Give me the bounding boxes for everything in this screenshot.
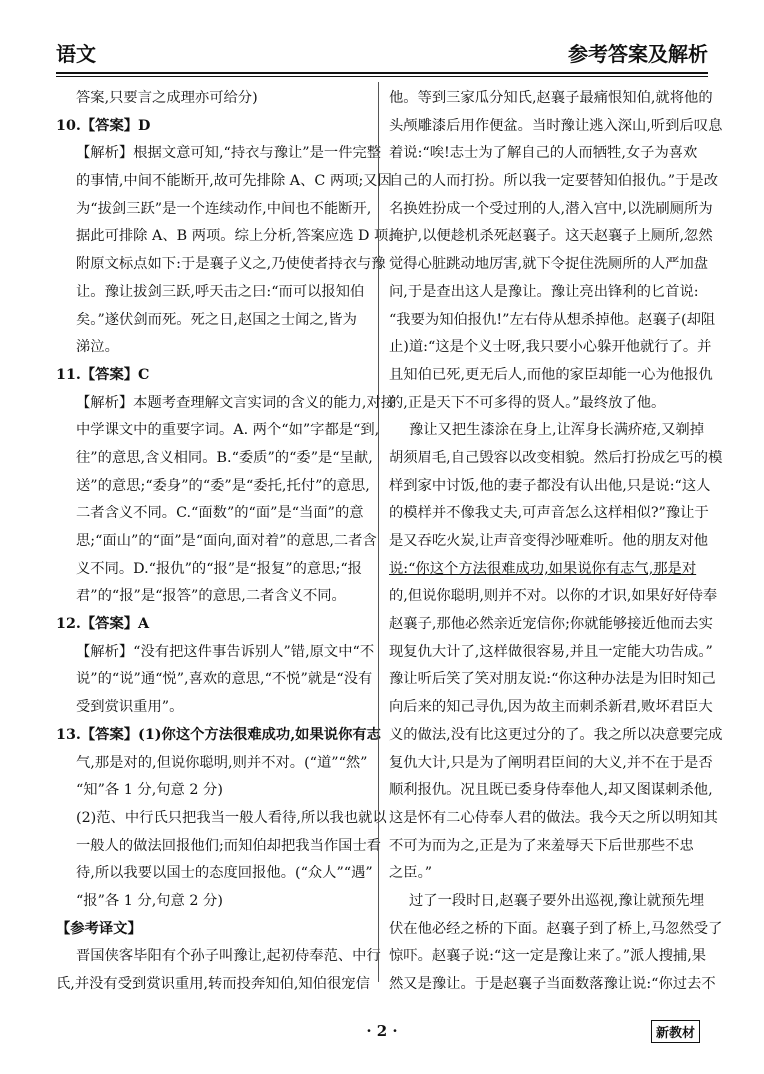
text-line: 【解析】“没有把这件事告诉别人”错,原文中“不: [76, 643, 375, 660]
header-rule-thick: [56, 72, 708, 74]
header-title: 参考答案及解析: [568, 42, 708, 66]
text-line: 气,那是对的,但说你聪明,则并不对。(“道”“然”: [76, 754, 368, 771]
text-line: 他。等到三家瓜分知氏,赵襄子最痛恨知伯,就将他的: [389, 90, 713, 106]
text-line: 【解析】本题考查理解文言实词的含义的能力,对接: [76, 394, 396, 411]
text-line: 君”的“报”是“报答”的意思,二者含义不同。: [76, 588, 346, 605]
text-line: 这是怀有二心侍奉人君的做法。我今天之所以明知其: [389, 809, 718, 826]
text-line: 的,正是天下不可多得的贤人。”最终放了他。: [389, 394, 666, 411]
text-line: 的模样并不像我丈夫,可声音怎么这样相似?”豫让于: [389, 505, 709, 522]
text-line: 12.【答案】A: [56, 616, 150, 633]
text-line: 【参考译文】: [56, 920, 142, 937]
text-line: 说:“你这个方法很难成功,如果说你有志气,那是对: [389, 560, 697, 577]
text-line: 豫让又把生漆涂在身上,让浑身长满疥疮,又剃掉: [409, 422, 705, 439]
text-line: 问,于是查出这人是豫让。豫让亮出锋利的匕首说:: [389, 283, 699, 300]
text-line: 晋国侠客毕阳有个孙子叫豫让,起初侍奉范、中行: [76, 948, 381, 965]
text-line: 不可为而为之,正是为了来羞辱天下后世那些不忠: [389, 837, 694, 854]
text-line: “知”各 1 分,句意 2 分): [76, 782, 223, 799]
text-line: 往”的意思,含义相同。B.“委质”的“委”是“呈献,: [76, 449, 373, 466]
text-line: 氏,并没有受到赏识重用,转而投奔知伯,知伯很宠信: [56, 976, 370, 992]
text-line: 矣。”遂伏剑而死。死之日,赵国之士闻之,皆为: [76, 311, 357, 328]
text-line: 答案,只要言之成理亦可给分): [76, 90, 258, 106]
text-line: 是又吞吃火炭,让声音变得沙哑难听。他的朋友对他: [389, 533, 709, 549]
text-line: 豫让听后笑了笑对朋友说:“你这种办法是为旧时知己: [389, 671, 716, 688]
text-line: 觉得心脏跳动地厉害,就下令捉住洗厕所的人严加盘: [389, 256, 709, 273]
left-column: [56, 85, 403, 999]
text-line: 名换姓扮成一个受过刑的人,潜入宫中,以洗刷厕所为: [389, 200, 713, 217]
text-line: 向后来的知己寻仇,因为故主而刺杀新君,败坏君臣大: [389, 699, 713, 716]
text-line: 说”的“说”通“悦”,喜欢的意思,“不悦”就是“没有: [76, 671, 373, 688]
text-line: 11.【答案】C: [56, 366, 150, 383]
text-line: 复仇大计,只是为了阐明君臣间的大义,并不在于是否: [389, 754, 713, 771]
text-line: 头颅雕漆后用作便盆。当时豫让逃入深山,听到后叹息: [389, 117, 723, 134]
text-line: 伏在他必经之桥的下面。赵襄子到了桥上,马忽然受了: [389, 920, 723, 937]
text-line: 义不同。D.“报仇”的“报”是“报复”的意思;“报: [76, 560, 362, 577]
text-line: 中学课文中的重要字词。A. 两个“如”字都是“到,: [76, 422, 380, 439]
right-column: [389, 85, 723, 999]
text-line: 让。豫让拔剑三跃,呼天击之曰:“而可以报知伯: [76, 283, 365, 300]
text-line: “报”各 1 分,句意 2 分): [76, 892, 223, 909]
text-line: 样到家中讨饭,他的妻子都没有认出他,只是说:“这人: [389, 477, 711, 494]
text-line: 的,但说你聪明,则并不对。以你的才识,如果好好侍奉: [389, 588, 718, 605]
text-line: 据此可排除 A、B 两项。综上分析,答案应选 D 项。: [76, 228, 403, 245]
text-line: 赵襄子,那他必然亲近宠信你;你就能够接近他而去实: [389, 616, 713, 633]
text-line: 送”的意思;“委身”的“委”是“委托,托付”的意思,: [76, 477, 370, 494]
text-line: 之臣。”: [389, 865, 433, 882]
column-divider: [378, 82, 379, 982]
text-line: 自己的人而打扮。所以我一定要替知伯报仇。”于是改: [389, 173, 718, 190]
text-line: 附原文标点如下:于是襄子义之,乃使使者持衣与豫: [76, 256, 386, 273]
text-line: 顺利报仇。况且既已委身侍奉他人,却又图谋刺杀他,: [389, 782, 713, 799]
text-line: 掩护,以便趁机杀死赵襄子。这天赵襄子上厕所,忽然: [389, 228, 713, 245]
text-line: 的事情,中间不能断开,故可先排除 A、C 两项;又因: [76, 173, 392, 190]
text-line: 惊吓。赵襄子说:“这一定是豫让来了。”派人搜捕,果: [389, 948, 707, 965]
text-line: 二者含义不同。C.“面数”的“面”是“当面”的意: [76, 505, 364, 522]
text-line: 胡须眉毛,自己毁容以改变相貌。然后打扮成乞丐的模: [389, 449, 723, 466]
text-line: 为“拔剑三跃”是一个连续动作,中间也不能断开,: [76, 200, 372, 217]
text-line: 10.【答案】D: [56, 117, 151, 134]
text-line: 涕泣。: [76, 339, 119, 356]
text-line: 现复仇大计了,这样做很容易,并且一定能大功告成。”: [389, 643, 713, 660]
page-header: [56, 20, 708, 70]
text-line: 受到赏识重用”。: [76, 699, 184, 716]
text-line: 然又是豫让。于是赵襄子当面数落豫让说:“你过去不: [389, 976, 716, 992]
text-line: 止)道:“这是个义士呀,我只要小心躲开他就行了。并: [389, 339, 712, 356]
text-line: 待,所以我要以国士的态度回报他。(“众人”“遇”: [76, 865, 373, 882]
text-line: 13.【答案】(1)你这个方法很难成功,如果说你有志: [56, 726, 381, 743]
text-line: 【解析】根据文意可知,“持衣与豫让”是一件完整: [76, 145, 382, 162]
page-number: · 2 ·: [366, 1022, 398, 1040]
subject-label: 语文: [56, 42, 96, 66]
text-line: “我要为知伯报仇!”左右侍从想杀掉他。赵襄子(却阻: [389, 311, 716, 328]
text-line: 义的做法,没有比这更过分的了。我之所以决意要完成: [389, 726, 723, 743]
header-rule-thin: [56, 76, 708, 77]
text-line: 过了一段时日,赵襄子要外出巡视,豫让就预先埋: [409, 892, 705, 909]
text-line: 且知伯已死,更无后人,而他的家臣却能一心为他报仇: [389, 366, 713, 383]
new-textbook-badge: 新教材: [651, 1020, 700, 1043]
text-line: 思;“面山”的“面”是“面向,面对着”的意思,二者含: [76, 533, 377, 549]
text-line: 着说:“唉!志士为了解自己的人而牺牲,女子为喜欢: [389, 145, 698, 162]
text-line: 一般人的做法回报他们;而知伯却把我当作国士看: [76, 837, 382, 854]
text-line: (2)范、中行氏只把我当一般人看待,所以我也就以: [76, 809, 387, 826]
